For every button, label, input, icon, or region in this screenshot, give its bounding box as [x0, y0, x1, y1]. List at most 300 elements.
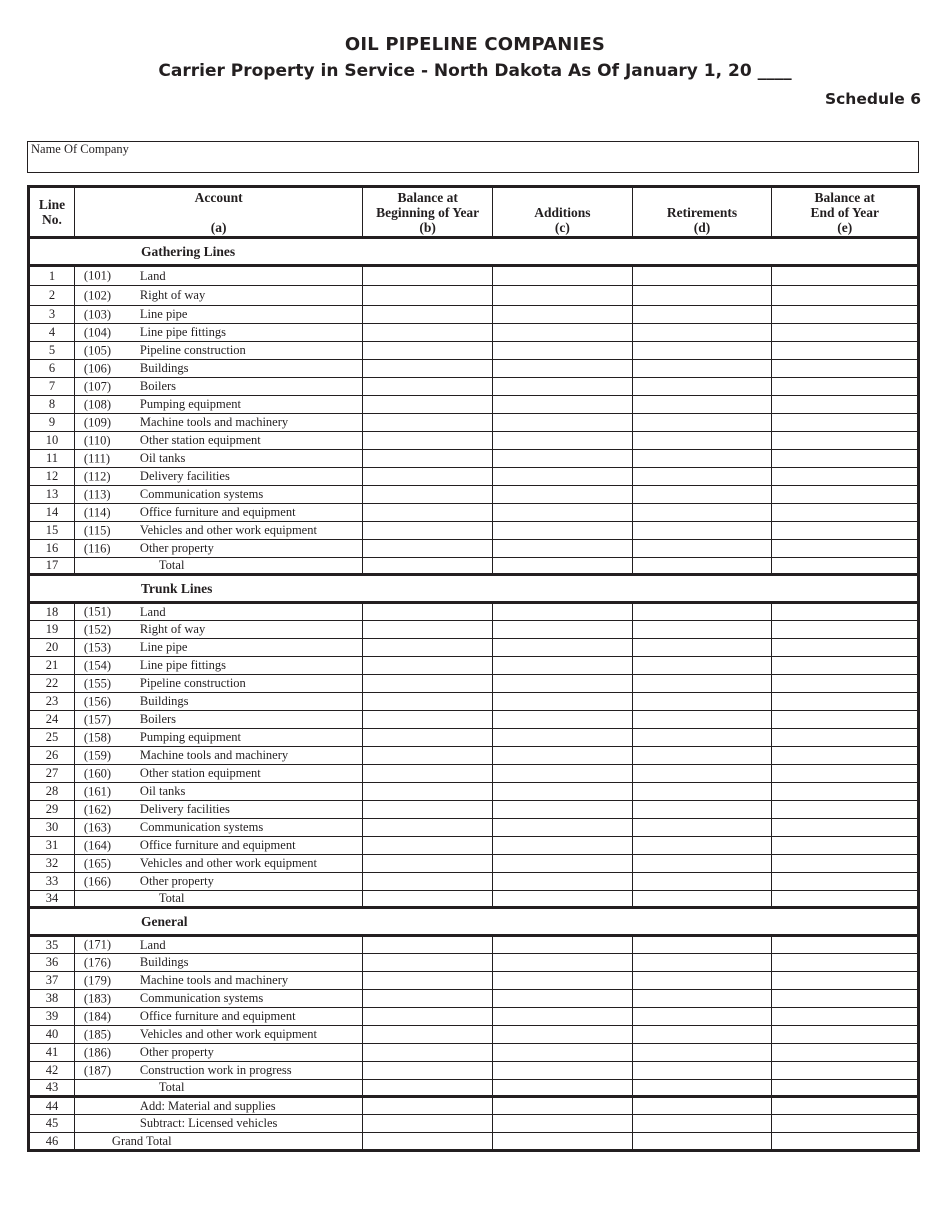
section-header — [29, 238, 919, 266]
cell-retirements[interactable] — [632, 450, 772, 468]
account-cell — [74, 266, 362, 286]
cell-balance-end[interactable] — [772, 873, 919, 891]
cell-additions[interactable] — [493, 486, 633, 504]
cell-balance-beginning[interactable] — [363, 711, 493, 729]
cell-balance-beginning[interactable] — [363, 954, 493, 972]
cell-balance-end[interactable] — [772, 450, 919, 468]
total-row — [29, 1080, 919, 1097]
cell-balance-beginning[interactable] — [363, 891, 493, 908]
cell-additions[interactable] — [493, 1097, 633, 1115]
cell-retirements[interactable] — [632, 486, 772, 504]
cell-retirements[interactable] — [632, 621, 772, 639]
line-number: 42 — [29, 1062, 75, 1080]
table-row — [29, 1062, 919, 1080]
cell-balance-end[interactable] — [772, 657, 919, 675]
cell-balance-end[interactable] — [772, 783, 919, 801]
line-number: 12 — [29, 468, 75, 486]
table-row — [29, 306, 919, 324]
cell-retirements[interactable] — [632, 266, 772, 286]
table-row — [29, 855, 919, 873]
table-row — [29, 432, 919, 450]
cell-balance-end[interactable] — [772, 1026, 919, 1044]
line-number: 21 — [29, 657, 75, 675]
cell-additions[interactable] — [493, 1133, 633, 1151]
account-label: Construction work in progress — [139, 1063, 292, 1077]
cell-balance-end[interactable] — [772, 306, 919, 324]
form-subtitle: Carrier Property in Service - North Dakota As Of January 1, 20 ____ — [158, 61, 792, 81]
cell-retirements[interactable] — [632, 1097, 772, 1115]
cell-balance-end[interactable] — [772, 990, 919, 1008]
cell-additions[interactable] — [493, 936, 633, 954]
cell-balance-end[interactable] — [772, 1115, 919, 1133]
line-number: 43 — [29, 1080, 75, 1097]
table-row — [29, 468, 919, 486]
cell-balance-beginning[interactable] — [363, 747, 493, 765]
cell-balance-beginning[interactable] — [363, 657, 493, 675]
cell-additions[interactable] — [493, 504, 633, 522]
cell-additions[interactable] — [493, 1008, 633, 1026]
cell-additions[interactable] — [493, 324, 633, 342]
cell-balance-beginning[interactable] — [363, 414, 493, 432]
section-title: Gathering Lines — [29, 238, 919, 266]
account-label: Land — [139, 937, 166, 952]
cell-balance-end[interactable] — [772, 693, 919, 711]
cell-balance-end[interactable] — [772, 891, 919, 908]
cell-balance-beginning[interactable] — [363, 450, 493, 468]
cell-additions[interactable] — [493, 657, 633, 675]
cell-balance-end[interactable] — [772, 972, 919, 990]
line-number: 44 — [29, 1097, 75, 1115]
cell-retirements[interactable] — [632, 837, 772, 855]
cell-additions[interactable] — [493, 675, 633, 693]
cell-additions[interactable] — [493, 1115, 633, 1133]
line-number: 11 — [29, 450, 75, 468]
account-code: (155) — [83, 676, 111, 690]
line-number: 25 — [29, 729, 75, 747]
account-code: (152) — [83, 622, 111, 636]
account-code: (154) — [83, 658, 111, 672]
cell-additions[interactable] — [493, 990, 633, 1008]
cell-additions[interactable] — [493, 1026, 633, 1044]
line-number: 3 — [29, 306, 75, 324]
cell-additions[interactable] — [493, 639, 633, 657]
cell-additions[interactable] — [493, 783, 633, 801]
cell-balance-beginning[interactable] — [363, 693, 493, 711]
line-number: 35 — [29, 936, 75, 954]
line-number: 7 — [29, 378, 75, 396]
cell-additions[interactable] — [493, 558, 633, 575]
account-cell — [74, 819, 362, 837]
cell-retirements[interactable] — [632, 783, 772, 801]
cell-balance-end[interactable] — [772, 621, 919, 639]
cell-retirements[interactable] — [632, 504, 772, 522]
line-number: 17 — [29, 558, 75, 575]
cell-additions[interactable] — [493, 450, 633, 468]
cell-balance-beginning[interactable] — [363, 990, 493, 1008]
cell-balance-end[interactable] — [772, 396, 919, 414]
adjustment-label: Subtract: Licensed vehicles — [139, 1116, 278, 1130]
cell-balance-beginning[interactable] — [363, 675, 493, 693]
cell-balance-end[interactable] — [772, 603, 919, 621]
cell-additions[interactable] — [493, 360, 633, 378]
cell-balance-end[interactable] — [772, 558, 919, 575]
cell-balance-end[interactable] — [772, 837, 919, 855]
account-code: (158) — [83, 730, 111, 744]
cell-retirements[interactable] — [632, 1080, 772, 1097]
account-cell — [74, 891, 362, 908]
account-cell — [74, 1044, 362, 1062]
account-code: (185) — [83, 1027, 111, 1041]
cell-balance-end[interactable] — [772, 378, 919, 396]
cell-additions[interactable] — [493, 378, 633, 396]
account-code: (164) — [83, 838, 111, 852]
cell-retirements[interactable] — [632, 639, 772, 657]
cell-retirements[interactable] — [632, 522, 772, 540]
account-label: Buildings — [139, 955, 189, 969]
cell-balance-beginning[interactable] — [363, 522, 493, 540]
cell-additions[interactable] — [493, 266, 633, 286]
line-number: 32 — [29, 855, 75, 873]
account-label: Land — [139, 268, 166, 283]
cell-balance-end[interactable] — [772, 504, 919, 522]
table-row — [29, 1008, 919, 1026]
cell-balance-beginning[interactable] — [363, 1062, 493, 1080]
account-cell — [74, 558, 362, 575]
cell-balance-end[interactable] — [772, 1008, 919, 1026]
cell-additions[interactable] — [493, 342, 633, 360]
cell-retirements[interactable] — [632, 414, 772, 432]
cell-balance-beginning[interactable] — [363, 396, 493, 414]
account-cell — [74, 1026, 362, 1044]
cell-additions[interactable] — [493, 306, 633, 324]
cell-retirements[interactable] — [632, 954, 772, 972]
cell-retirements[interactable] — [632, 603, 772, 621]
cell-balance-beginning[interactable] — [363, 1097, 493, 1115]
account-label: Communication systems — [139, 487, 264, 501]
cell-balance-beginning[interactable] — [363, 286, 493, 306]
cell-balance-end[interactable] — [772, 324, 919, 342]
cell-balance-beginning[interactable] — [363, 1115, 493, 1133]
cell-retirements[interactable] — [632, 286, 772, 306]
table-row — [29, 729, 919, 747]
cell-balance-end[interactable] — [772, 486, 919, 504]
cell-balance-end[interactable] — [772, 468, 919, 486]
adjustment-row — [29, 1097, 919, 1115]
account-code: (179) — [83, 973, 111, 987]
account-cell — [74, 801, 362, 819]
cell-balance-end[interactable] — [772, 540, 919, 558]
line-number: 27 — [29, 765, 75, 783]
cell-balance-beginning[interactable] — [363, 540, 493, 558]
cell-additions[interactable] — [493, 432, 633, 450]
cell-balance-beginning[interactable] — [363, 1133, 493, 1151]
cell-balance-beginning[interactable] — [363, 1080, 493, 1097]
cell-additions[interactable] — [493, 603, 633, 621]
cell-balance-end[interactable] — [772, 819, 919, 837]
cell-additions[interactable] — [493, 396, 633, 414]
cell-retirements[interactable] — [632, 729, 772, 747]
line-number: 6 — [29, 360, 75, 378]
cell-balance-beginning[interactable] — [363, 468, 493, 486]
line-number: 16 — [29, 540, 75, 558]
grand-total-row — [29, 1133, 919, 1151]
account-cell — [74, 378, 362, 396]
cell-balance-end[interactable] — [772, 747, 919, 765]
cell-balance-beginning[interactable] — [363, 819, 493, 837]
company-name-field[interactable] — [27, 141, 919, 173]
cell-balance-end[interactable] — [772, 414, 919, 432]
account-cell — [74, 1133, 362, 1151]
cell-additions[interactable] — [493, 972, 633, 990]
account-label: Line pipe — [139, 307, 188, 321]
cell-balance-beginning[interactable] — [363, 504, 493, 522]
table-row — [29, 414, 919, 432]
cell-additions[interactable] — [493, 855, 633, 873]
cell-balance-end[interactable] — [772, 639, 919, 657]
account-cell — [74, 711, 362, 729]
cell-additions[interactable] — [493, 711, 633, 729]
table-row — [29, 990, 919, 1008]
cell-additions[interactable] — [493, 540, 633, 558]
cell-additions[interactable] — [493, 1080, 633, 1097]
cell-balance-end[interactable] — [772, 286, 919, 306]
cell-retirements[interactable] — [632, 855, 772, 873]
account-cell — [74, 450, 362, 468]
cell-additions[interactable] — [493, 693, 633, 711]
cell-balance-end[interactable] — [772, 675, 919, 693]
account-cell — [74, 486, 362, 504]
cell-balance-beginning[interactable] — [363, 360, 493, 378]
cell-additions[interactable] — [493, 747, 633, 765]
table-row — [29, 522, 919, 540]
account-cell — [74, 432, 362, 450]
table-row — [29, 837, 919, 855]
cell-balance-beginning[interactable] — [363, 603, 493, 621]
cell-retirements[interactable] — [632, 468, 772, 486]
account-label: Boilers — [139, 379, 177, 393]
line-number: 46 — [29, 1133, 75, 1151]
line-number: 28 — [29, 783, 75, 801]
cell-balance-beginning[interactable] — [363, 378, 493, 396]
cell-additions[interactable] — [493, 468, 633, 486]
line-number: 13 — [29, 486, 75, 504]
table-row — [29, 342, 919, 360]
table-row — [29, 873, 919, 891]
table-row — [29, 1044, 919, 1062]
account-code: (113) — [83, 487, 111, 501]
table-row — [29, 819, 919, 837]
cell-balance-beginning[interactable] — [363, 324, 493, 342]
cell-retirements[interactable] — [632, 711, 772, 729]
cell-retirements[interactable] — [632, 765, 772, 783]
cell-balance-end[interactable] — [772, 855, 919, 873]
cell-balance-end[interactable] — [772, 801, 919, 819]
account-cell — [74, 1115, 362, 1133]
cell-balance-beginning[interactable] — [363, 1026, 493, 1044]
cell-additions[interactable] — [493, 1062, 633, 1080]
cell-retirements[interactable] — [632, 432, 772, 450]
cell-additions[interactable] — [493, 1044, 633, 1062]
account-label: Vehicles and other work equipment — [139, 523, 317, 537]
cell-balance-beginning[interactable] — [363, 801, 493, 819]
table-row — [29, 936, 919, 954]
table-row — [29, 603, 919, 621]
account-code: (159) — [83, 748, 111, 762]
cell-retirements[interactable] — [632, 747, 772, 765]
line-number: 18 — [29, 603, 75, 621]
cell-additions[interactable] — [493, 621, 633, 639]
adjustment-row — [29, 1115, 919, 1133]
cell-balance-beginning[interactable] — [363, 266, 493, 286]
cell-additions[interactable] — [493, 891, 633, 908]
cell-retirements[interactable] — [632, 1044, 772, 1062]
account-cell — [74, 639, 362, 657]
line-number: 4 — [29, 324, 75, 342]
cell-retirements[interactable] — [632, 540, 772, 558]
cell-balance-end[interactable] — [772, 711, 919, 729]
account-code: (157) — [83, 712, 111, 726]
cell-retirements[interactable] — [632, 990, 772, 1008]
account-code: (107) — [83, 379, 111, 393]
account-label: Office furniture and equipment — [139, 505, 296, 519]
line-number: 19 — [29, 621, 75, 639]
cell-retirements[interactable] — [632, 801, 772, 819]
table-row — [29, 378, 919, 396]
section-header — [29, 908, 919, 936]
account-label: Land — [139, 604, 166, 619]
cell-additions[interactable] — [493, 765, 633, 783]
cell-retirements[interactable] — [632, 1062, 772, 1080]
cell-retirements[interactable] — [632, 1133, 772, 1151]
cell-balance-end[interactable] — [772, 1097, 919, 1115]
cell-retirements[interactable] — [632, 936, 772, 954]
cell-retirements[interactable] — [632, 972, 772, 990]
account-cell — [74, 396, 362, 414]
cell-balance-end[interactable] — [772, 1044, 919, 1062]
cell-retirements[interactable] — [632, 819, 772, 837]
account-code: (112) — [83, 469, 111, 483]
cell-balance-end[interactable] — [772, 1133, 919, 1151]
cell-additions[interactable] — [493, 729, 633, 747]
line-number: 2 — [29, 286, 75, 306]
cell-balance-beginning[interactable] — [363, 972, 493, 990]
cell-balance-end[interactable] — [772, 342, 919, 360]
cell-balance-beginning[interactable] — [363, 432, 493, 450]
account-label: Right of way — [139, 622, 206, 636]
cell-balance-end[interactable] — [772, 266, 919, 286]
property-table — [27, 185, 920, 1152]
account-cell — [74, 873, 362, 891]
cell-retirements[interactable] — [632, 675, 772, 693]
cell-retirements[interactable] — [632, 342, 772, 360]
cell-retirements[interactable] — [632, 693, 772, 711]
cell-balance-beginning[interactable] — [363, 342, 493, 360]
cell-balance-end[interactable] — [772, 360, 919, 378]
cell-additions[interactable] — [493, 873, 633, 891]
table-row — [29, 396, 919, 414]
account-code: (160) — [83, 766, 111, 780]
account-code: (114) — [83, 505, 111, 519]
cell-balance-end[interactable] — [772, 729, 919, 747]
cell-additions[interactable] — [493, 837, 633, 855]
account-code: (163) — [83, 820, 111, 834]
account-code: (115) — [83, 523, 111, 537]
cell-balance-end[interactable] — [772, 936, 919, 954]
cell-balance-beginning[interactable] — [363, 1008, 493, 1026]
cell-additions[interactable] — [493, 414, 633, 432]
cell-balance-beginning[interactable] — [363, 621, 493, 639]
cell-additions[interactable] — [493, 801, 633, 819]
cell-retirements[interactable] — [632, 1008, 772, 1026]
cell-balance-end[interactable] — [772, 1062, 919, 1080]
account-code: (105) — [83, 343, 111, 357]
cell-balance-beginning[interactable] — [363, 486, 493, 504]
cell-balance-beginning[interactable] — [363, 639, 493, 657]
cell-retirements[interactable] — [632, 324, 772, 342]
cell-additions[interactable] — [493, 286, 633, 306]
account-cell — [74, 342, 362, 360]
cell-balance-beginning[interactable] — [363, 873, 493, 891]
cell-retirements[interactable] — [632, 873, 772, 891]
account-code: (106) — [83, 361, 111, 375]
cell-retirements[interactable] — [632, 360, 772, 378]
cell-additions[interactable] — [493, 522, 633, 540]
cell-balance-beginning[interactable] — [363, 783, 493, 801]
cell-balance-beginning[interactable] — [363, 765, 493, 783]
cell-additions[interactable] — [493, 819, 633, 837]
cell-retirements[interactable] — [632, 306, 772, 324]
account-label: Vehicles and other work equipment — [139, 1027, 317, 1041]
cell-balance-beginning[interactable] — [363, 306, 493, 324]
table-row — [29, 954, 919, 972]
account-label: Other property — [139, 1045, 214, 1059]
cell-balance-beginning[interactable] — [363, 558, 493, 575]
account-cell — [74, 468, 362, 486]
cell-retirements[interactable] — [632, 378, 772, 396]
table-row — [29, 693, 919, 711]
cell-additions[interactable] — [493, 954, 633, 972]
cell-retirements[interactable] — [632, 558, 772, 575]
cell-balance-beginning[interactable] — [363, 729, 493, 747]
cell-retirements[interactable] — [632, 891, 772, 908]
cell-balance-beginning[interactable] — [363, 936, 493, 954]
cell-balance-beginning[interactable] — [363, 837, 493, 855]
account-cell — [74, 1080, 362, 1097]
line-number: 8 — [29, 396, 75, 414]
account-cell — [74, 837, 362, 855]
account-label: Oil tanks — [139, 784, 186, 798]
cell-balance-end[interactable] — [772, 765, 919, 783]
line-number: 29 — [29, 801, 75, 819]
cell-balance-beginning[interactable] — [363, 1044, 493, 1062]
cell-retirements[interactable] — [632, 1115, 772, 1133]
cell-balance-end[interactable] — [772, 522, 919, 540]
account-cell — [74, 747, 362, 765]
cell-balance-end[interactable] — [772, 1080, 919, 1097]
cell-balance-end[interactable] — [772, 432, 919, 450]
table-row — [29, 360, 919, 378]
cell-balance-beginning[interactable] — [363, 855, 493, 873]
account-cell — [74, 522, 362, 540]
line-number: 22 — [29, 675, 75, 693]
cell-retirements[interactable] — [632, 657, 772, 675]
cell-retirements[interactable] — [632, 396, 772, 414]
cell-retirements[interactable] — [632, 1026, 772, 1044]
account-label: Line pipe fittings — [139, 325, 227, 339]
table-row — [29, 286, 919, 306]
cell-balance-end[interactable] — [772, 954, 919, 972]
table-row — [29, 266, 919, 286]
